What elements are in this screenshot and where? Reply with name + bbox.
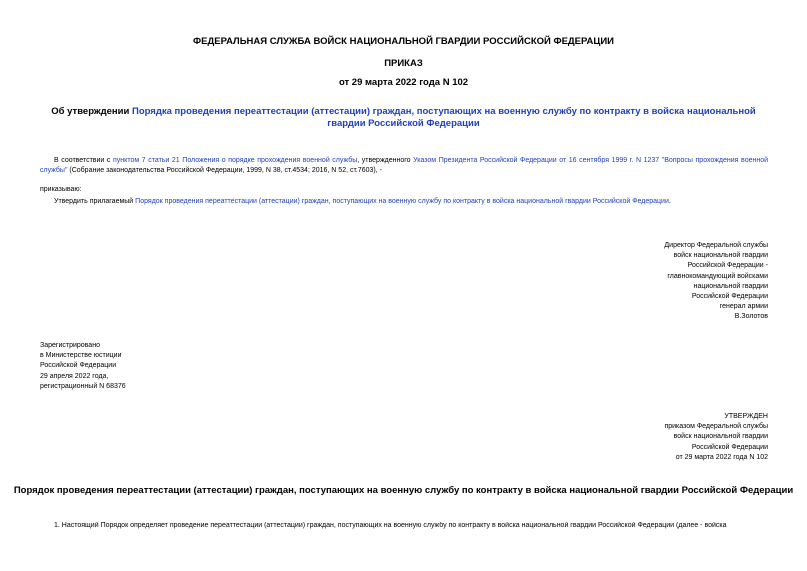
approved-heading: УТВЕРЖДЕН xyxy=(724,413,768,420)
approved-line: войск национальной гвардии xyxy=(673,433,768,441)
procedure-point-1: 1. Настоящий Порядок определяет проведение переаттестации (аттестации) граждан, поступающих на военную службу по контракту в войска национальной гвардии Российской Федерации (далее - войска xyxy=(54,522,727,529)
approve-text-2: . xyxy=(668,198,671,205)
approved-procedure-link[interactable]: Порядок проведения переаттестации (аттестации) граждан, поступающих на военную службу по контракту в войска национальной гвардии Российской Федерации xyxy=(135,198,669,205)
approved-line: приказом Федеральной службы xyxy=(664,423,768,431)
preamble-text-3: (Собрание законодательства Российской Федерации, 1999, N 38, ст.4534; 2016, N 52, ст.7603), - xyxy=(67,167,382,174)
signature-line: генерал армии xyxy=(719,303,768,311)
order-subject xyxy=(40,106,767,130)
registration-line: Зарегистрировано xyxy=(40,342,100,349)
signature-line: Российской Федерации - xyxy=(687,262,768,270)
document-type: ПРИКАЗ xyxy=(384,58,423,69)
registration-number: регистрационный N 68376 xyxy=(40,382,126,390)
agency-name: ФЕДЕРАЛЬНАЯ СЛУЖБА ВОЙСК НАЦИОНАЛЬНОЙ ГВАРДИИ РОССИЙСКОЙ ФЕДЕРАЦИИ xyxy=(193,36,614,47)
order-date-number: от 29 марта 2022 года N 102 xyxy=(338,77,469,88)
signature-line: национальной гвардии xyxy=(693,282,768,290)
preamble-text-1: В соответствии с xyxy=(54,157,114,164)
registration-block xyxy=(40,341,126,392)
subject-prefix: Об утверждении xyxy=(51,106,132,117)
approve-text-1: Утвердить прилагаемый xyxy=(54,198,136,205)
signature-block xyxy=(664,241,768,323)
approve-sentence xyxy=(54,198,671,205)
preamble-text-2: , утвержденного xyxy=(357,157,414,164)
preamble-paragraph xyxy=(40,156,768,176)
approved-date: от 29 марта 2022 года N 102 xyxy=(675,453,768,461)
signature-line: Российской Федерации xyxy=(691,293,768,301)
procedure-title: Порядок проведения переаттестации (аттестации) граждан, поступающих на военную службу по контракту в войска национальной гвардии Российской Федерации xyxy=(13,485,794,496)
approved-block xyxy=(664,412,768,463)
registration-line: в Министерстве юстиции xyxy=(40,352,122,360)
signature-line: войск национальной гвардии xyxy=(673,252,768,260)
registration-date: 29 апреля 2022 года, xyxy=(40,372,109,380)
signature-line: Директор Федеральной службы xyxy=(664,242,768,249)
subject-procedure-link[interactable]: Порядка проведения переаттестации (аттестации) граждан, поступающих на военную службу по контракту в войска национальной гвардии Российской Федерации xyxy=(131,106,756,129)
regulation-article-link[interactable]: пунктом 7 статьи 21 Положения о порядке прохождения военной службы xyxy=(113,157,358,164)
signature-line: главнокомандующий войсками xyxy=(667,272,768,280)
approved-line: Российской Федерации xyxy=(691,443,768,451)
presidential-decree-link[interactable]: Указом Президента Российской Федерации от 16 сентября 1999 г. N 1237 "Вопросы прохождения военной службы" xyxy=(40,157,769,174)
orders-word: приказываю: xyxy=(40,186,82,193)
signatory-name: В.Золотов xyxy=(734,313,768,321)
registration-line: Российской Федерации xyxy=(40,362,117,370)
